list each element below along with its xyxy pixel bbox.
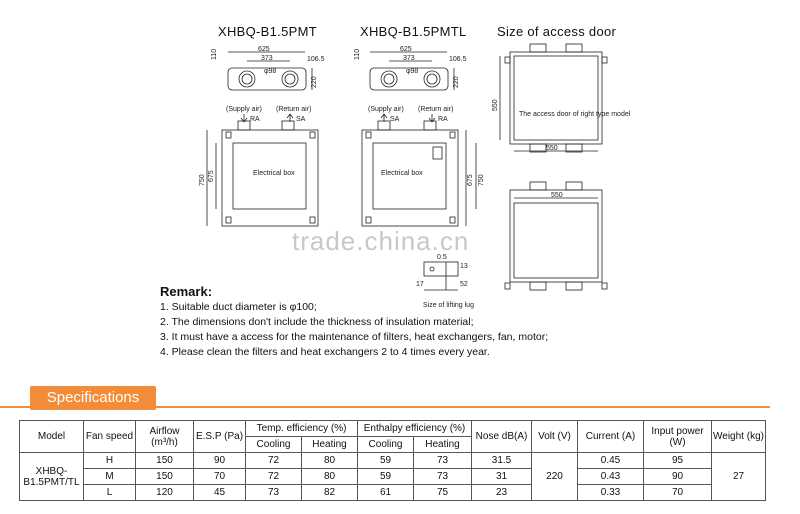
label-ra-left: RA — [250, 116, 260, 123]
cell-temp-heat: 80 — [302, 469, 358, 485]
hdr-noise: Nose dB(A) — [472, 421, 532, 453]
specifications-tab: Specifications — [30, 386, 156, 410]
title-pmtl: XHBQ-B1.5PMTL — [360, 24, 467, 39]
remark-item-4: 4. Please clean the filters and heat exchangers 2 to 4 times every year. — [160, 346, 490, 358]
cell-power: 95 — [644, 453, 712, 469]
cell-temp-heat: 82 — [302, 485, 358, 501]
pmt-top-view — [211, 46, 325, 90]
cell-airflow: 120 — [136, 485, 194, 501]
label-supply-mid: (Supply air) — [368, 106, 404, 113]
spec-table — [19, 420, 766, 501]
lug-dim-3: 17 — [416, 281, 424, 288]
header-row-1 — [20, 421, 766, 437]
dim-750-mid: 750 — [478, 174, 485, 186]
label-supply-left: (Supply air) — [226, 106, 262, 113]
cell-airflow: 150 — [136, 469, 194, 485]
label-sa-left: SA — [296, 116, 306, 123]
dim-phi98-mid: φ98 — [406, 68, 419, 75]
dim-550-h1: 550 — [546, 145, 558, 152]
dim-106-mid: 106.5 — [449, 56, 467, 63]
lug-dim-4: 0.5 — [437, 254, 447, 261]
label-access-door: The access door of right type model — [519, 111, 631, 118]
cell-noise: 31.5 — [472, 453, 532, 469]
dim-625-left: 625 — [258, 46, 270, 53]
cell-airflow: 150 — [136, 453, 194, 469]
table-row — [20, 485, 766, 501]
access-door-view-bottom — [505, 182, 607, 290]
label-ra-mid: RA — [438, 116, 448, 123]
label-sa-mid: SA — [390, 116, 400, 123]
table-row — [20, 469, 766, 485]
cell-current: 0.33 — [578, 485, 644, 501]
hdr-enthalpy-eff: Enthalpy efficiency (%) — [358, 421, 472, 437]
cell-temp-cool: 72 — [246, 469, 302, 485]
label-return-mid: (Return air) — [418, 106, 454, 113]
cell-temp-heat: 80 — [302, 453, 358, 469]
title-pmt: XHBQ-B1.5PMT — [218, 24, 317, 39]
cell-enth-cool: 61 — [358, 485, 414, 501]
cell-speed: L — [84, 485, 136, 501]
dim-373-mid: 373 — [403, 55, 415, 62]
cell-volt: 220 — [532, 453, 578, 501]
hdr-temp-eff: Temp. efficiency (%) — [246, 421, 358, 437]
cell-weight: 27 — [712, 453, 766, 501]
hdr-esp: E.S.P (Pa) — [194, 421, 246, 453]
table-row — [20, 453, 766, 469]
pmtl-top-view — [354, 46, 467, 90]
hdr-volt: Volt (V) — [532, 421, 578, 453]
cell-power: 70 — [644, 485, 712, 501]
label-elec-left: Electrical box — [253, 170, 295, 177]
dim-550-v: 550 — [492, 99, 499, 111]
dim-373-left: 373 — [261, 55, 273, 62]
pmt-front-view — [199, 121, 318, 226]
cell-speed: M — [84, 469, 136, 485]
title-access-door: Size of access door — [497, 24, 617, 39]
hdr-airflow: Airflow (m³/h) — [136, 421, 194, 453]
hdr-fan-speed: Fan speed — [84, 421, 136, 453]
cell-temp-cool: 72 — [246, 453, 302, 469]
hdr-model: Model — [20, 421, 84, 453]
hdr-input-power: Input power (W) — [644, 421, 712, 453]
remark-item-1: 1. Suitable duct diameter is φ100; — [160, 301, 317, 313]
watermark: trade.china.cn — [292, 226, 470, 256]
cell-current: 0.45 — [578, 453, 644, 469]
cell-current: 0.43 — [578, 469, 644, 485]
dim-110-mid: 110 — [354, 48, 361, 60]
cell-enth-cool: 59 — [358, 469, 414, 485]
remark-item-3: 3. It must have a access for the maintenance of filters, heat exchangers, fan, motor; — [160, 331, 549, 343]
cell-power: 90 — [644, 469, 712, 485]
dim-675-left: 675 — [208, 170, 215, 182]
cell-model: XHBQ-B1.5PMT/TL — [20, 453, 84, 501]
dim-550-h2: 550 — [551, 192, 563, 199]
remark-list — [160, 300, 548, 360]
remark-title: Remark: — [160, 284, 213, 299]
lug-dim-2: 52 — [460, 281, 468, 288]
dim-phi98-left: φ98 — [264, 68, 277, 75]
dim-106-left: 106.5 — [307, 56, 325, 63]
label-return-left: (Return air) — [276, 106, 312, 113]
cell-esp: 90 — [194, 453, 246, 469]
label-elec-mid: Electrical box — [381, 170, 423, 177]
dim-220-mid: 220 — [453, 76, 460, 88]
access-door-view-top — [492, 44, 631, 152]
cell-enth-cool: 59 — [358, 453, 414, 469]
hdr-enth-cooling: Cooling — [358, 437, 414, 453]
dim-675-mid: 675 — [467, 174, 474, 186]
cell-temp-cool: 73 — [246, 485, 302, 501]
dim-625-mid: 625 — [400, 46, 412, 53]
cell-esp: 45 — [194, 485, 246, 501]
dim-220-left: 220 — [311, 76, 318, 88]
hdr-weight: Weight (kg) — [712, 421, 766, 453]
cell-enth-heat: 75 — [414, 485, 472, 501]
hdr-temp-heating: Heating — [302, 437, 358, 453]
hdr-current: Current (A) — [578, 421, 644, 453]
label-lifting-lug: Size of lifting lug — [423, 302, 474, 309]
cell-speed: H — [84, 453, 136, 469]
cell-noise: 23 — [472, 485, 532, 501]
pmtl-front-view — [362, 121, 485, 226]
cell-esp: 70 — [194, 469, 246, 485]
dim-110-left: 110 — [211, 48, 218, 60]
cell-noise: 31 — [472, 469, 532, 485]
lug-dim-1: 13 — [460, 263, 468, 270]
dim-750-left: 750 — [199, 174, 206, 186]
hdr-temp-cooling: Cooling — [246, 437, 302, 453]
remark-item-2: 2. The dimensions don't include the thickness of insulation material; — [160, 316, 474, 328]
cell-enth-heat: 73 — [414, 469, 472, 485]
cell-enth-heat: 73 — [414, 453, 472, 469]
hdr-enth-heating: Heating — [414, 437, 472, 453]
